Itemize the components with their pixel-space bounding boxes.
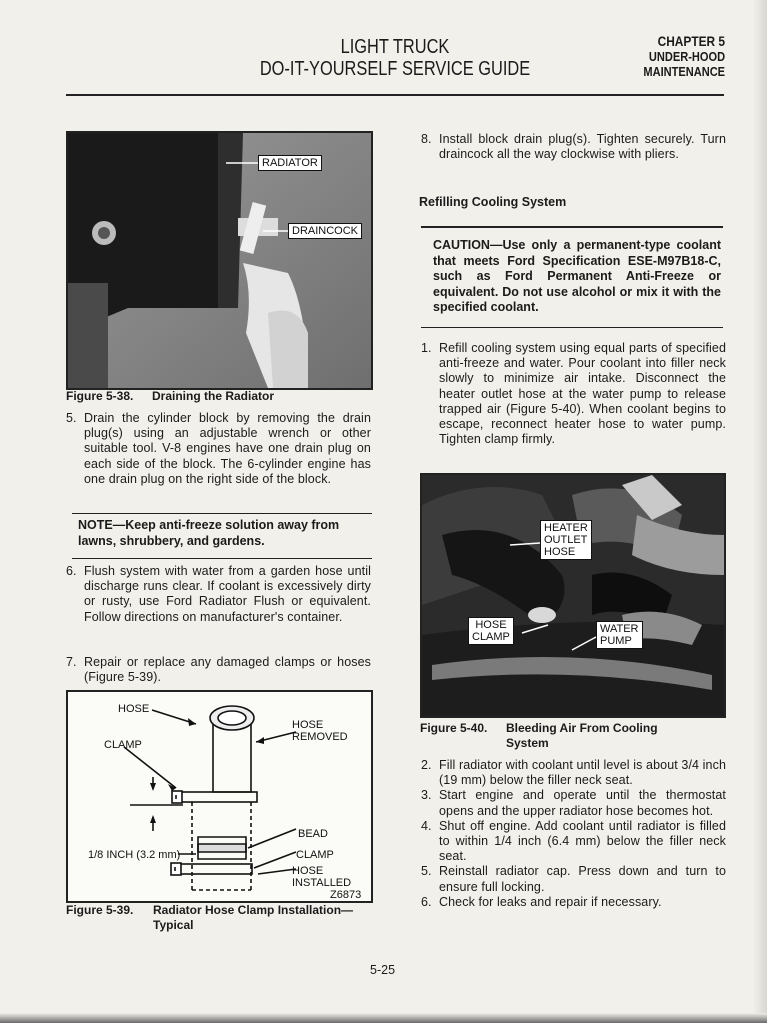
figure-5-40-photo xyxy=(420,473,726,718)
step-text: Refill cooling system using equal parts of specified anti-freeze and water. Pour coolant into filler neck slowly to minimize air intake. Disconnect the heater outlet hose at the water pump to release trapped air (Figure 5-40). When coolant begins to escape, reconnect heater hose to water pump. Tighten clamp firmly. xyxy=(439,341,726,447)
list-item xyxy=(421,758,726,788)
step-number: 4. xyxy=(421,818,432,833)
radiator-callout: RADIATOR xyxy=(258,155,322,171)
figure-5-40-leader-lines xyxy=(422,475,724,716)
clamp-line-1: HOSE xyxy=(475,619,507,631)
figure-5-39-label: Figure 5-39. xyxy=(66,903,134,917)
step-number: 3. xyxy=(421,788,432,803)
figure-5-38-leader-lines xyxy=(68,133,371,388)
step-text: Shut off engine. Add coolant until radiator is filled to within 1/4 inch (6.4 mm) below the filler neck seat. xyxy=(439,818,726,864)
step-number: 2. xyxy=(421,758,432,772)
hose-installed-label-2: INSTALLED xyxy=(292,877,352,889)
chapter-number: CHAPTER 5 xyxy=(657,33,725,49)
step-text: Fill radiator with coolant until level is about 3/4 inch (19 mm) below the filler neck seat. xyxy=(439,758,726,788)
figure-5-38-caption xyxy=(66,389,274,404)
list-item xyxy=(66,411,371,487)
step-text: Check for leaks and repair if necessary. xyxy=(439,894,662,909)
list-item xyxy=(421,895,726,910)
figure-5-39-diagram xyxy=(66,690,373,903)
step-number: 8. xyxy=(421,132,432,146)
hose-clamp-diagram xyxy=(68,692,371,901)
list-item xyxy=(421,341,726,447)
figure-5-38-title: Draining the Radiator xyxy=(152,389,275,403)
figure-5-40-title-1: Bleeding Air From Cooling xyxy=(506,721,658,735)
list-item xyxy=(421,132,726,162)
page-title xyxy=(260,36,531,80)
step-text: Drain the cylinder block by removing the drain plug(s) using an adjustable wrench or other suitable tool. V-8 engines have one drain plug on each side of the block. The 6-cylinder engine has one drain plug on the right side of the block. xyxy=(84,411,371,486)
clamp2-label: CLAMP xyxy=(296,849,334,861)
hose-label: HOSE xyxy=(118,703,150,715)
caution-box xyxy=(421,234,723,328)
refill-steps-2-6 xyxy=(421,758,726,910)
heater-line-3: HOSE xyxy=(544,546,576,558)
left-step-6 xyxy=(66,564,371,625)
note-text: NOTE—Keep anti-freeze solution away from lawns, shrubbery, and gardens. xyxy=(78,518,340,548)
pump-line-1: WATER xyxy=(600,623,639,635)
hose-installed-label-1: HOSE xyxy=(292,865,324,877)
heater-line-2: OUTLET xyxy=(544,534,588,546)
caution-text: CAUTION—Use only a permanent-type coolant that meets Ford Specification ESE-M97B18-C, such as Ford Permanent Anti-Freeze or equivalent. Do not use alcohol or mix it with the specified coolant. xyxy=(433,238,721,314)
step-number: 5. xyxy=(66,411,77,425)
step-number: 7. xyxy=(66,655,77,669)
section-heading: Refilling Cooling System xyxy=(419,195,567,209)
list-item xyxy=(421,864,726,894)
pump-line-2: PUMP xyxy=(600,635,632,647)
step-number: 6. xyxy=(421,894,432,909)
step-number: 1. xyxy=(421,341,432,355)
step-text: Flush system with water from a garden hose until discharge runs clear. If coolant is excessively dirty or rusty, use Ford Radiator Flush or equivalent. Follow directions on manufacturer's container. xyxy=(84,564,371,624)
note-box xyxy=(72,513,372,559)
step-number: 5. xyxy=(421,864,432,879)
page-edge-shadow xyxy=(753,0,767,1023)
list-item xyxy=(421,788,726,818)
figure-5-40-label: Figure 5-40. xyxy=(420,721,488,735)
hose-removed-label-2: REMOVED xyxy=(292,731,348,743)
left-step-7 xyxy=(66,655,371,685)
figure-code-label: Z6873 xyxy=(330,889,362,901)
left-step-5 xyxy=(66,411,371,487)
heater-line-1: HEATER xyxy=(544,522,588,534)
chapter-heading xyxy=(643,34,725,79)
chapter-sub-2: MAINTENANCE xyxy=(643,64,725,79)
clamp-label: CLAMP xyxy=(104,739,142,751)
step-text: Reinstall radiator cap. Press down and turn to ensure full locking. xyxy=(439,864,726,894)
page-bottom-shadow xyxy=(0,1013,767,1023)
title-line-2: DO-IT-YOURSELF SERVICE GUIDE xyxy=(259,58,531,80)
step-text: Install block drain plug(s). Tighten securely. Turn draincock all the way clockwise with pliers. xyxy=(439,132,726,162)
title-line-1: LIGHT TRUCK xyxy=(340,36,450,58)
refill-step-1 xyxy=(421,341,726,447)
figure-5-40-title-2: System xyxy=(506,736,549,750)
dimension-label: 1/8 INCH (3.2 mm) xyxy=(88,849,181,861)
page-number: 5-25 xyxy=(370,963,396,977)
figure-5-38-photo xyxy=(66,131,373,390)
figure-5-38-label: Figure 5-38. xyxy=(66,389,134,403)
figure-5-39-title-1: Radiator Hose Clamp Installation— xyxy=(153,903,354,917)
chapter-sub-1: UNDER-HOOD xyxy=(648,49,725,64)
figure-5-39-caption xyxy=(66,903,353,933)
right-step-8 xyxy=(421,132,726,162)
section-rule xyxy=(421,226,723,228)
figure-5-39-title-2: Typical xyxy=(153,918,194,932)
list-item xyxy=(421,819,726,865)
draincock-callout: DRAINCOCK xyxy=(288,223,362,239)
step-text: Start engine and operate until the thermostat opens and the upper radiator hose becomes hot. xyxy=(439,788,726,818)
header-rule xyxy=(66,94,724,96)
bead-label: BEAD xyxy=(298,828,328,840)
hose-removed-label-1: HOSE xyxy=(292,719,324,731)
figure-5-40-caption xyxy=(420,721,658,751)
step-text: Repair or replace any damaged clamps or hoses (Figure 5-39). xyxy=(84,655,371,685)
step-number: 6. xyxy=(66,564,77,578)
list-item xyxy=(66,564,371,625)
clamp-line-2: CLAMP xyxy=(472,631,510,643)
list-item xyxy=(66,655,371,685)
